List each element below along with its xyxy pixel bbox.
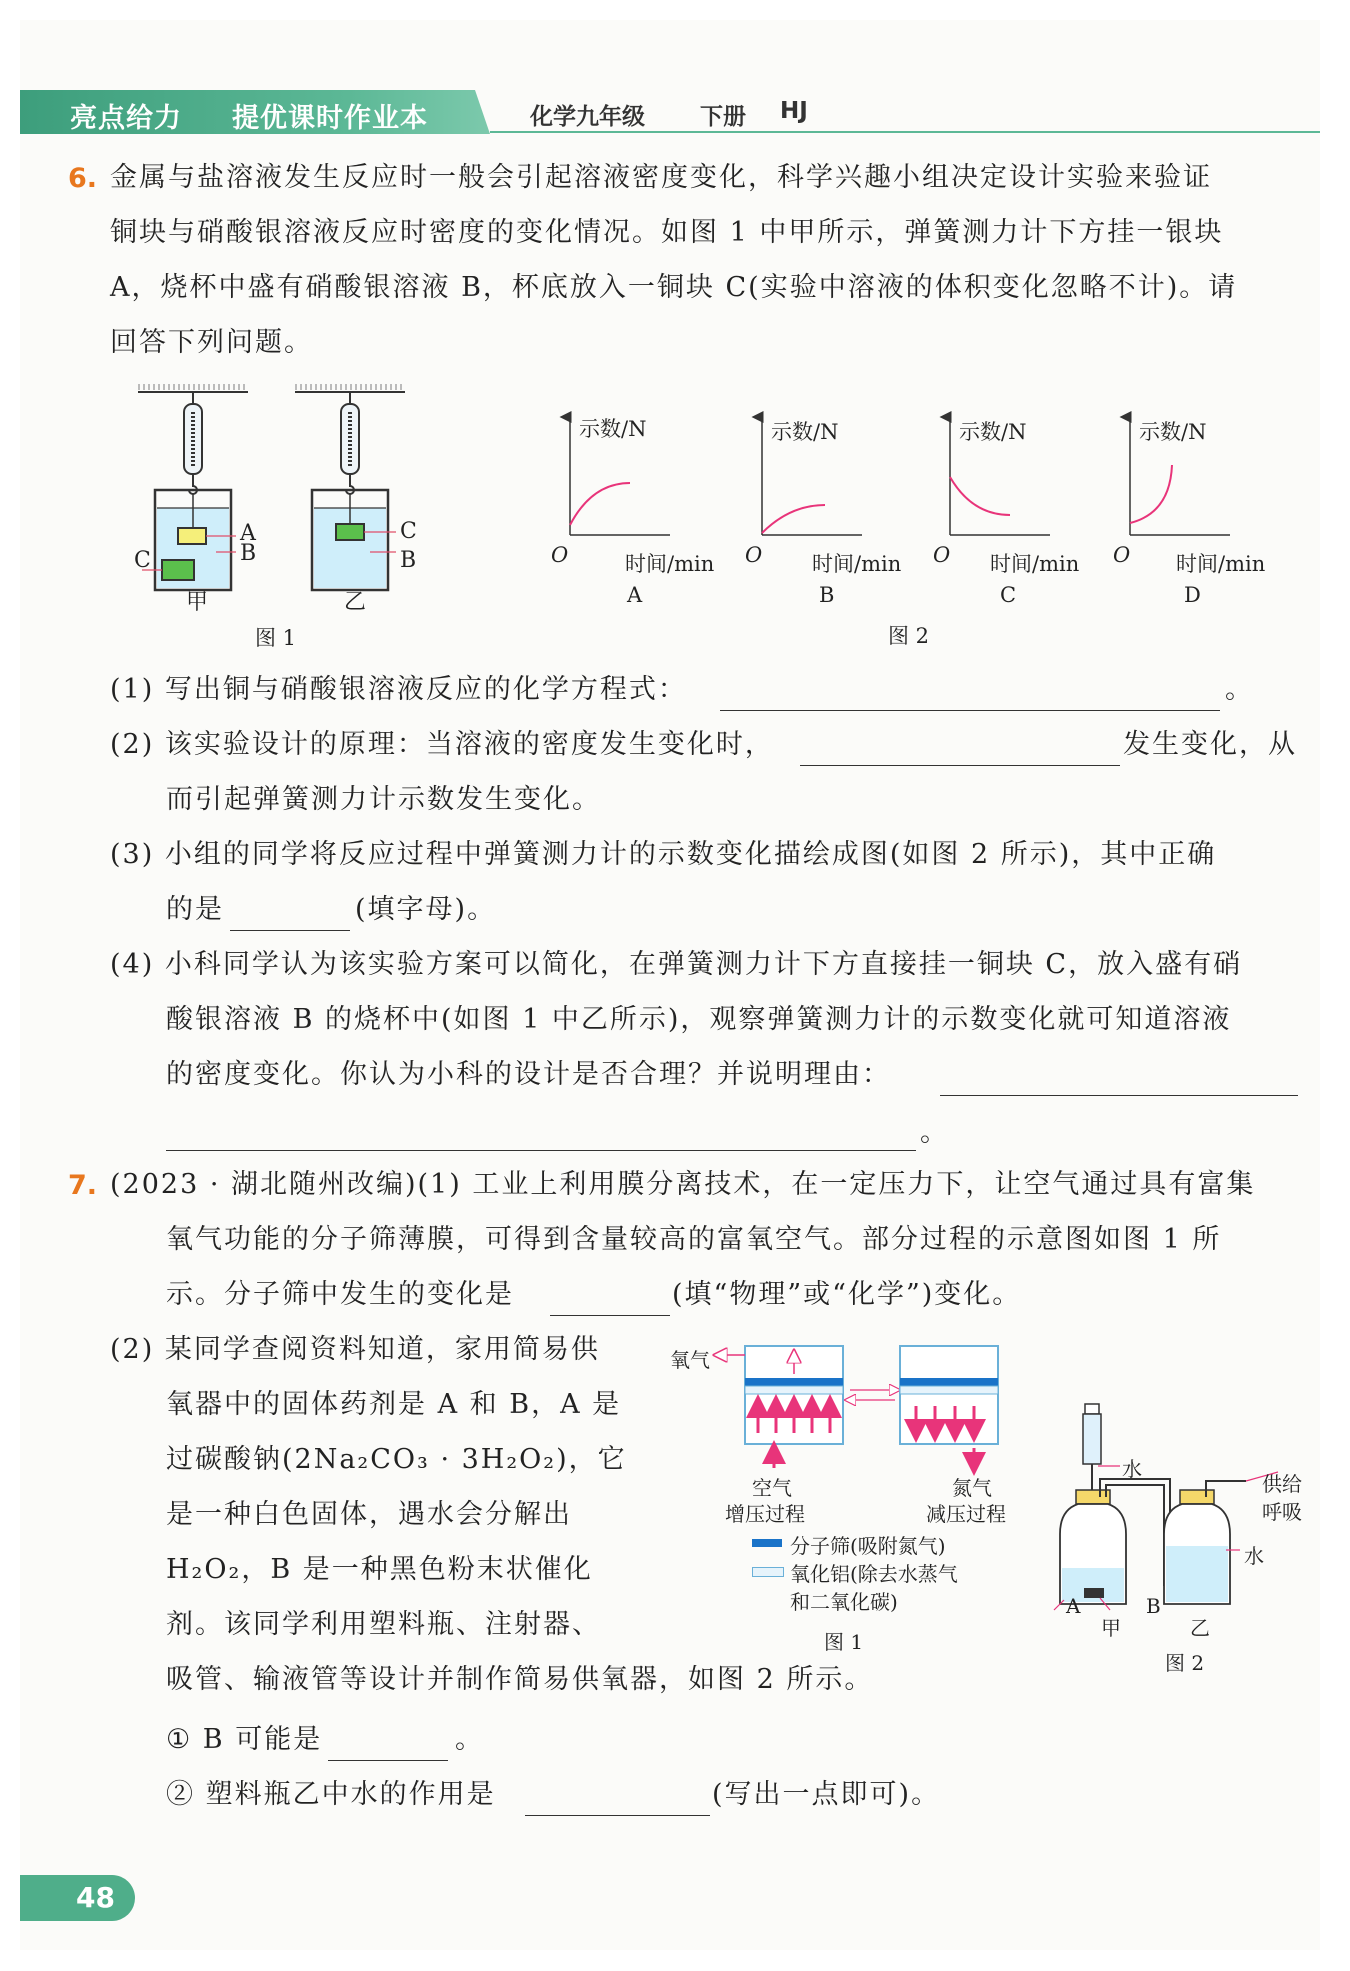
q7-figure-2-caption: 图 2: [1165, 1651, 1205, 1675]
legend-sieve-swatch: [752, 1539, 782, 1547]
label-a-fig2: A: [1066, 1594, 1081, 1618]
page-background: [20, 20, 1320, 1950]
q7-p2-line-2: 氧器中的固体药剂是 A 和 B，A 是: [166, 1389, 622, 1420]
q7-p2-line-6: 剂。该同学利用塑料瓶、注射器、: [166, 1609, 601, 1640]
ylabel-c: 示数/N: [959, 420, 1027, 444]
q6-sub-1-end: 。: [1225, 674, 1254, 705]
apparatus-yi: [295, 387, 405, 590]
option-c-label: C: [1000, 583, 1017, 607]
spring-scale-yi: [341, 404, 359, 474]
edition-label: HJ: [780, 98, 808, 124]
water-syringe-label: 水: [1122, 1457, 1142, 1481]
water-bottle-label: 水: [1244, 1544, 1264, 1568]
q6-sub-4-answer-blank-2[interactable]: [166, 1150, 916, 1151]
q7-line-3-a: 示。分子筛中发生的变化是: [166, 1279, 514, 1310]
supply-label-2: 呼吸: [1262, 1500, 1302, 1524]
q7-line-1: (2023 · 湖北随州改编)(1) 工业上利用膜分离技术，在一定压力下，让空气通过具有富集: [110, 1169, 1256, 1200]
ylabel-a: 示数/N: [579, 417, 647, 441]
q7-sub-b-a: ① B 可能是: [166, 1724, 323, 1755]
depressurize-label: 减压过程: [926, 1502, 1006, 1526]
origin-c: O: [933, 543, 951, 567]
q6-stem-line-1: 金属与盐溶液发生反应时一般会引起溶液密度变化，科学兴趣小组决定设计实验来验证: [110, 162, 1212, 193]
q7-line-2: 氧气功能的分子筛薄膜，可得到含量较高的富氧空气。部分过程的示意图如图 1 所: [166, 1224, 1222, 1255]
label-yi-fig2: 乙: [1190, 1616, 1210, 1640]
legend-alumina-label-1: 氧化铝(除去水蒸气: [790, 1562, 958, 1586]
label-b-fig2: B: [1146, 1594, 1161, 1618]
ylabel-d: 示数/N: [1139, 420, 1207, 444]
q6-sub-4-end: 。: [920, 1117, 949, 1148]
depressurize-chamber: [900, 1346, 998, 1464]
origin-a: O: [551, 543, 569, 567]
series-name: 提优课时作业本: [232, 103, 428, 134]
q7-sub-c-answer-blank[interactable]: [525, 1815, 710, 1816]
question-7-number: 7.: [68, 1170, 98, 1201]
syringe: [1083, 1404, 1101, 1496]
q7-p2-line-3: 过碳酸钠(2Na₂CO₃ · 3H₂O₂)，它: [166, 1444, 627, 1475]
silver-block-a: [178, 528, 206, 544]
bottle-jia: [1060, 1490, 1126, 1604]
q6-sub-3-answer-blank[interactable]: [230, 930, 350, 931]
q6-sub-4-c: 的密度变化。你认为小科的设计是否合理？并说明理由：: [166, 1059, 891, 1090]
bottle-yi: [1164, 1472, 1278, 1604]
spring-scale-jia: [184, 404, 202, 474]
air-label: 空气: [752, 1476, 792, 1500]
supply-label-1: 供给: [1262, 1472, 1302, 1496]
q6-sub-4-a: (4) 小科同学认为该实验方案可以简化，在弹簧测力计下方直接挂一铜块 C，放入盛有硝: [110, 949, 1243, 980]
oxygen-label: 氧气: [670, 1348, 710, 1372]
label-a-jia: A: [240, 521, 256, 546]
label-jia-fig2: 甲: [1101, 1616, 1121, 1640]
label-b-yi: B: [400, 548, 417, 573]
q6-stem-line-4: 回答下列问题。: [110, 327, 313, 358]
q6-sub-1: (1) 写出铜与硝酸银溶液反应的化学方程式：: [110, 674, 687, 705]
label-c-yi: C: [400, 519, 417, 544]
xlabel-c: 时间/min: [990, 552, 1080, 576]
figure-1-caption: 图 1: [255, 626, 297, 650]
legend-alumina-label-2: 和二氧化碳): [790, 1590, 898, 1614]
label-b-jia: B: [240, 541, 257, 566]
q7-line-3-b: (填“物理”或“化学”)变化。: [672, 1279, 1022, 1310]
q6-sub-3-c: (填字母)。: [355, 894, 497, 925]
page-number: 48: [76, 1881, 115, 1914]
q7-p2-line-1: (2) 某同学查阅资料知道，家用简易供: [110, 1334, 600, 1365]
q6-sub-2-b: 发生变化，从: [1123, 729, 1297, 760]
q6-figure-1: [120, 380, 440, 650]
q7-sub-b-answer-blank[interactable]: [328, 1760, 448, 1761]
q7-sub-b-end: 。: [455, 1724, 484, 1755]
apparatus-jia: [138, 387, 248, 590]
origin-d: O: [1113, 543, 1131, 567]
option-b-label: B: [819, 583, 835, 607]
pressurize-label: 增压过程: [725, 1502, 805, 1526]
volume-label: 下册: [700, 104, 746, 130]
q7-sub-c-a: ② 塑料瓶乙中水的作用是: [166, 1779, 496, 1810]
q6-sub-3-b: 的是: [166, 894, 224, 925]
header-rule: [490, 131, 1320, 133]
legend-sieve-label: 分子筛(吸附氮气): [790, 1534, 946, 1558]
q6-sub-4-answer-blank-1[interactable]: [940, 1095, 1298, 1096]
label-yi: 乙: [344, 590, 367, 615]
q7-p2-line-4: 是一种白色固体，遇水会分解出: [166, 1499, 572, 1530]
question-6-number: 6.: [68, 163, 98, 194]
option-d-label: D: [1184, 583, 1201, 607]
q7-sub-c-b: (写出一点即可)。: [712, 1779, 941, 1810]
q7-p2-last-line: 吸管、输液管等设计并制作简易供氧器，如图 2 所示。: [166, 1664, 874, 1695]
q7-figure-1-caption: 图 1: [824, 1630, 864, 1654]
nitrogen-label: 氮气: [952, 1476, 992, 1500]
q6-stem-line-2: 铜块与硝酸银溶液反应时密度的变化情况。如图 1 中甲所示，弹簧测力计下方挂一银块: [110, 217, 1224, 248]
q6-sub-2-a: (2) 该实验设计的原理：当溶液的密度发生变化时，: [110, 729, 774, 760]
q6-sub-4-b: 酸银溶液 B 的烧杯中(如图 1 中乙所示)，观察弹簧测力计的示数变化就可知道溶液: [166, 1004, 1232, 1035]
copper-block-c-yi: [336, 524, 364, 540]
xlabel-b: 时间/min: [812, 552, 902, 576]
xlabel-a: 时间/min: [625, 552, 715, 576]
option-a-label: A: [627, 583, 643, 607]
origin-b: O: [745, 543, 763, 567]
catalyst-b: [1084, 1588, 1104, 1598]
legend-alumina-swatch: [752, 1567, 784, 1577]
ylabel-b: 示数/N: [771, 420, 839, 444]
q6-sub-2-answer-blank[interactable]: [800, 765, 1120, 766]
page-number-tab: [20, 1875, 135, 1921]
q7-p2-line-5: H₂O₂，B 是一种黑色粉末状催化: [166, 1554, 593, 1585]
label-c-jia: C: [134, 548, 151, 573]
xlabel-d: 时间/min: [1176, 552, 1266, 576]
subject-grade: 化学九年级: [530, 104, 645, 130]
pressurize-chamber: [720, 1346, 843, 1468]
copper-block-c-jia: [162, 560, 194, 580]
q6-stem-line-3: A，烧杯中盛有硝酸银溶液 B，杯底放入一铜块 C(实验中溶液的体积变化忽略不计)。请: [110, 272, 1238, 303]
q6-sub-3-a: (3) 小组的同学将反应过程中弹簧测力计的示数变化描绘成图(如图 2 所示)，其中正确: [110, 839, 1217, 870]
page-header: [20, 90, 1320, 134]
q6-sub-2-c: 而引起弹簧测力计示数发生变化。: [166, 784, 601, 815]
brand-name: 亮点给力: [70, 103, 182, 134]
q6-sub-1-answer-blank[interactable]: [720, 710, 1220, 711]
figure-2-caption: 图 2: [888, 624, 930, 648]
label-jia: 甲: [186, 590, 209, 615]
q7-sub-1-answer-blank[interactable]: [550, 1315, 670, 1316]
